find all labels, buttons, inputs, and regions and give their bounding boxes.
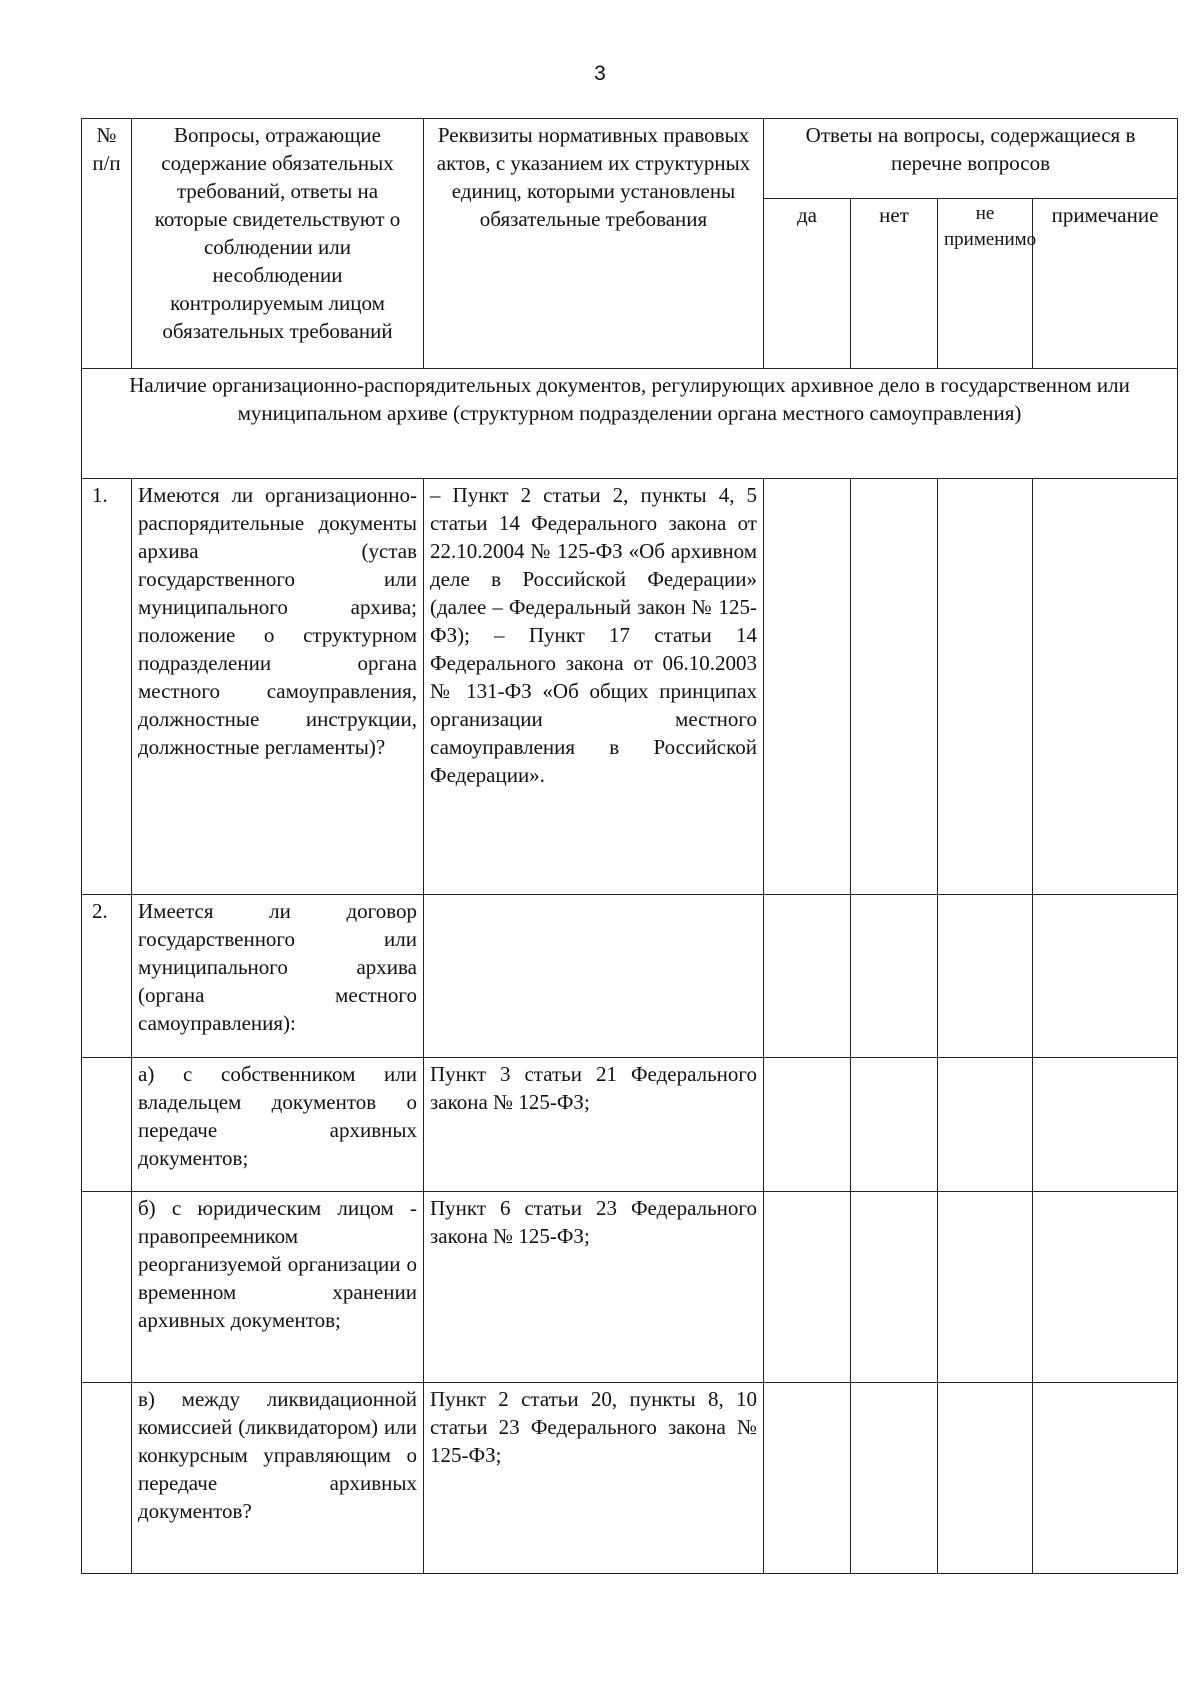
answer-yes-cell[interactable]	[764, 895, 851, 1058]
row-question: а) с собственником или владельцем документов о передаче архивных документов;	[132, 1058, 424, 1192]
answer-yes-cell[interactable]	[764, 479, 851, 895]
answer-no-cell[interactable]	[851, 895, 938, 1058]
row-requisites	[424, 895, 764, 1058]
row-question: Имеются ли организационно-распорядительные документы архива (устав государственного или муниципального архива; положение о структурном подразделении органа местного самоуправления, должностные инструкции, должностные регламенты)?	[132, 479, 424, 895]
row-number: 2.	[82, 895, 132, 1058]
section-row	[82, 369, 1178, 479]
row-question: б) с юридическим лицом - правопреемником реорганизуемой организации о временном хранении архивных документов;	[132, 1192, 424, 1383]
answer-no-cell[interactable]	[851, 1058, 938, 1192]
answer-no-cell[interactable]	[851, 1192, 938, 1383]
row-number	[82, 1383, 132, 1574]
answer-yes-cell[interactable]	[764, 1383, 851, 1574]
header-note: примечание	[1033, 199, 1178, 369]
table-row	[82, 1058, 1178, 1192]
answer-note-cell[interactable]	[1033, 1058, 1178, 1192]
header-answers: Ответы на вопросы, содержащиеся в перечне вопросов	[764, 119, 1178, 199]
answer-no-cell[interactable]	[851, 1383, 938, 1574]
answer-note-cell[interactable]	[1033, 1192, 1178, 1383]
header-row-top	[82, 119, 1178, 199]
header-question: Вопросы, отражающие содержание обязательных требований, ответы на которые свидетельствуют о соблюдении или несоблюдении контролируемым лицом обязательных требований	[132, 119, 424, 369]
answer-note-cell[interactable]	[1033, 1383, 1178, 1574]
table-row	[82, 1383, 1178, 1574]
section-title: Наличие организационно-распорядительных документов, регулирующих архивное дело в государственном или муниципальном архиве (структурном подразделении органа местного самоуправления)	[82, 369, 1178, 479]
row-requisites: Пункт 6 статьи 23 Федерального закона № 125-ФЗ;	[424, 1192, 764, 1383]
row-number: 1.	[82, 479, 132, 895]
answer-yes-cell[interactable]	[764, 1192, 851, 1383]
header-requisites: Реквизиты нормативных правовых актов, с указанием их структурных единиц, которыми установлены обязательные требования	[424, 119, 764, 369]
answer-na-cell[interactable]	[938, 1192, 1033, 1383]
row-requisites: – Пункт 2 статьи 2, пункты 4, 5 статьи 14 Федерального закона от 22.10.2004 № 125-ФЗ «Об архивном деле в Российской Федерации» (далее – Федеральный закон № 125-ФЗ); – Пункт 17 статьи 14 Федерального закона от 06.10.2003 № 131-ФЗ «Об общих принципах организации местного самоуправления в Российской Федерации».	[424, 479, 764, 895]
table-row	[82, 895, 1178, 1058]
row-number	[82, 1192, 132, 1383]
answer-no-cell[interactable]	[851, 479, 938, 895]
row-requisites: Пункт 2 статьи 20, пункты 8, 10 статьи 23 Федерального закона № 125-ФЗ;	[424, 1383, 764, 1574]
answer-note-cell[interactable]	[1033, 479, 1178, 895]
answer-na-cell[interactable]	[938, 1383, 1033, 1574]
row-requisites: Пункт 3 статьи 21 Федерального закона № 125-ФЗ;	[424, 1058, 764, 1192]
header-not-applicable: не применимо	[938, 199, 1033, 369]
page-number: 3	[594, 62, 606, 85]
header-no: нет	[851, 199, 938, 369]
checklist-table	[81, 118, 1178, 1574]
row-question: Имеется ли договор государственного или муниципального архива (органа местного самоуправления):	[132, 895, 424, 1058]
header-num: № п/п	[82, 119, 132, 369]
table-row	[82, 479, 1178, 895]
header-yes: да	[764, 199, 851, 369]
answer-yes-cell[interactable]	[764, 1058, 851, 1192]
answer-na-cell[interactable]	[938, 479, 1033, 895]
answer-na-cell[interactable]	[938, 1058, 1033, 1192]
answer-note-cell[interactable]	[1033, 895, 1178, 1058]
row-number	[82, 1058, 132, 1192]
row-question: в) между ликвидационной комиссией (ликвидатором) или конкурсным управляющим о передаче архивных документов?	[132, 1383, 424, 1574]
table-row	[82, 1192, 1178, 1383]
answer-na-cell[interactable]	[938, 895, 1033, 1058]
